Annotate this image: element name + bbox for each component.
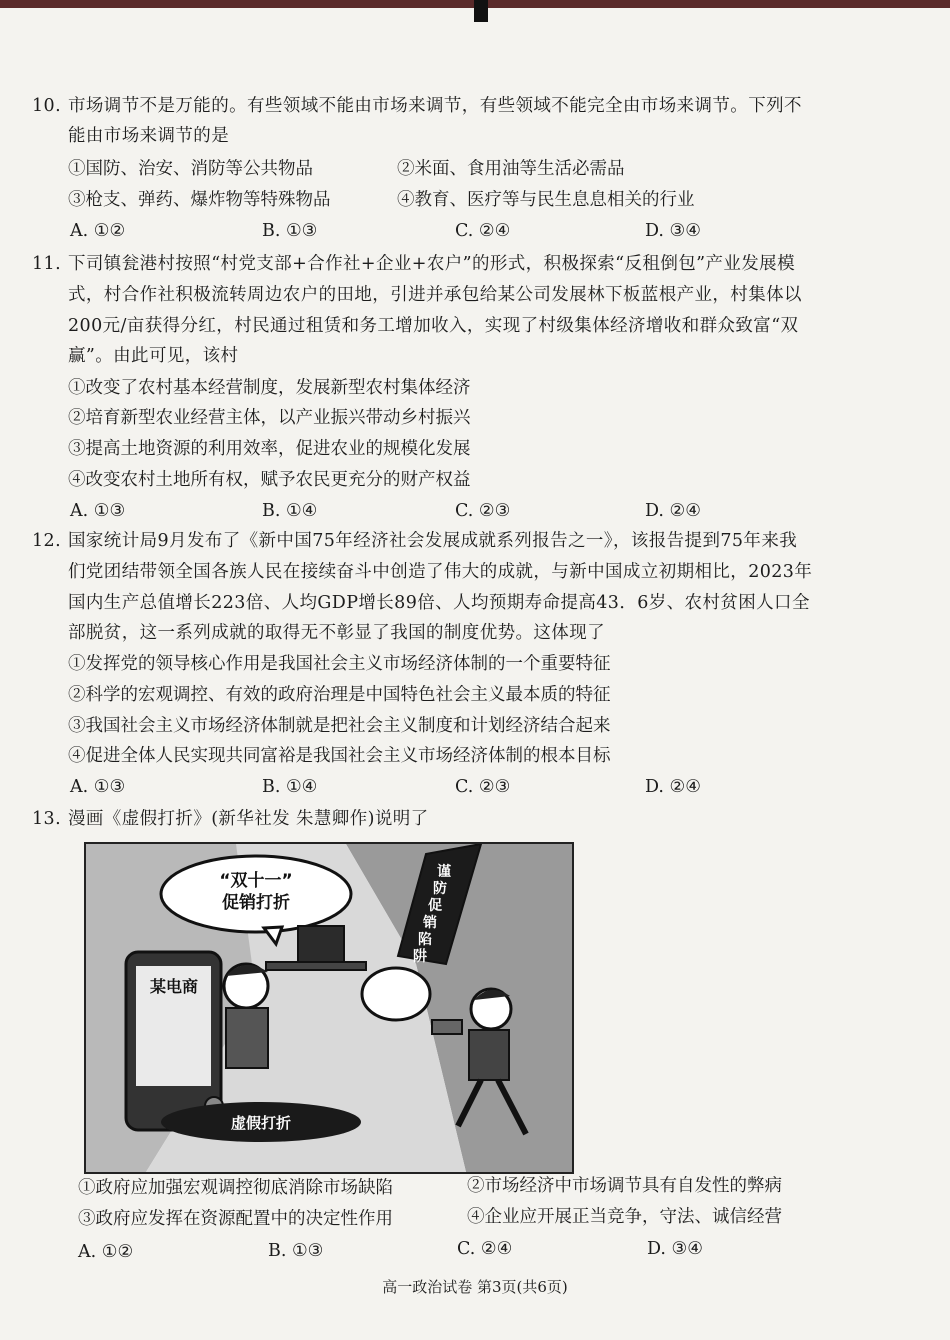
seller-body	[226, 1008, 268, 1068]
q10-option-c[interactable]: C. ②④	[455, 221, 511, 241]
q13-option-d[interactable]: D. ③④	[647, 1239, 703, 1259]
q11-option-c[interactable]: C. ②③	[455, 501, 511, 521]
q11-stem-line-2: 式，村合作社积极流转周边农户的田地，引进并承包给某公司发展林下板蓝根产业，村集体以	[68, 285, 802, 305]
grabbing-hand	[362, 968, 430, 1020]
q11-option-b[interactable]: B. ①④	[262, 501, 318, 521]
q10-option-a[interactable]: A. ①②	[70, 221, 126, 241]
cartoon-illustration	[86, 844, 572, 1172]
cartoon-caption: 虚假打折	[230, 1114, 292, 1132]
q10-option-b[interactable]: B. ①③	[262, 221, 318, 241]
q12-option-d[interactable]: D. ②④	[645, 777, 701, 797]
bubble-text-line-1: “双十一”	[219, 871, 293, 891]
q12-item-3: ③我国社会主义市场经济体制就是把社会主义制度和计划经济结合起来	[68, 716, 611, 736]
shop-label: 某电商	[149, 977, 199, 996]
customer-body	[469, 1030, 509, 1080]
top-registration-mark	[474, 0, 488, 22]
q10-item-2: ②米面、食用油等生活必需品	[397, 159, 625, 179]
sleeve-char-2: 防	[433, 881, 447, 897]
q11-item-3: ③提高土地资源的利用效率，促进农业的规模化发展	[68, 439, 471, 459]
q12-option-a[interactable]: A. ①③	[70, 777, 126, 797]
q12-stem-line-3: 国内生产总值增长223倍、人均GDP增长89倍、人均预期寿命提高43．6岁、农村贫困人口全	[68, 593, 810, 613]
sleeve-char-1: 谨	[437, 864, 451, 880]
customer-wallet	[432, 1020, 462, 1034]
q13-option-a[interactable]: A. ①②	[78, 1242, 134, 1262]
q13-item-4: ④企业应开展正当竞争，守法、诚信经营	[467, 1207, 782, 1227]
q12-item-1: ①发挥党的领导核心作用是我国社会主义市场经济体制的一个重要特征	[68, 654, 611, 674]
q12-stem-line-1: 12. 国家统计局9月发布了《新中国75年经济社会发展成就系列报告之一》，该报告提到75年来我	[32, 531, 798, 551]
q11-stem-line-1: 11. 下司镇瓮港村按照“村党支部+合作社+企业+农户”的形式，积极探索“反租倒包”产业发展模	[32, 254, 795, 274]
q10-number: 10.	[32, 96, 62, 116]
sleeve-char-6: 阱	[413, 949, 427, 965]
q12-stem-line-4: 部脱贫，这一系列成就的取得无不彰显了我国的制度优势。这体现了	[68, 623, 605, 643]
gift-box	[298, 926, 344, 962]
q12-option-c[interactable]: C. ②③	[455, 777, 511, 797]
bubble-text-line-2: 促销打折	[222, 893, 290, 913]
q10-stem-line-2: 能由市场来调节的是	[68, 126, 230, 146]
q10-stem-line-1: 10. 市场调节不是万能的。有些领域不能由市场来调节，有些领域不能完全由市场来调节。下列不	[32, 96, 802, 116]
q13-number: 13.	[32, 809, 62, 829]
sleeve-char-3: 促	[428, 898, 442, 914]
q12-number: 12.	[32, 531, 62, 551]
sleeve-char-5: 陷	[418, 932, 432, 948]
q12-stem-line-2: 们党团结带领全国各族人民在接续奋斗中创造了伟大的成就，与新中国成立初期相比，2023年	[68, 562, 813, 582]
q13-item-3: ③政府应发挥在资源配置中的决定性作用	[78, 1209, 393, 1229]
q10-item-4: ④教育、医疗等与民生息息相关的行业	[397, 190, 695, 210]
q11-option-a[interactable]: A. ①③	[70, 501, 126, 521]
q11-item-1: ①改变了农村基本经营制度，发展新型农村集体经济	[68, 378, 471, 398]
q11-option-d[interactable]: D. ②④	[645, 501, 701, 521]
q13-option-b[interactable]: B. ①③	[268, 1241, 324, 1261]
q12-item-2: ②科学的宏观调控、有效的政府治理是中国特色社会主义最本质的特征	[68, 685, 611, 705]
q10-item-1: ①国防、治安、消防等公共物品	[68, 159, 313, 179]
q11-number: 11.	[32, 254, 62, 274]
q13-item-1: ①政府应加强宏观调控彻底消除市场缺陷	[78, 1178, 393, 1198]
q10-item-3: ③枪支、弹药、爆炸物等特殊物品	[68, 190, 331, 210]
q11-item-4: ④改变农村土地所有权，赋予农民更充分的财产权益	[68, 470, 471, 490]
q13-item-2: ②市场经济中市场调节具有自发性的弊病	[467, 1176, 782, 1196]
cartoon-false-discount	[84, 842, 574, 1174]
page-footer: 高一政治试卷 第3页(共6页)	[382, 1278, 568, 1296]
q11-stem-line-4: 赢”。由此可见，该村	[68, 346, 239, 366]
serving-tray	[266, 962, 366, 970]
q10-option-d[interactable]: D. ③④	[645, 221, 701, 241]
q13-option-c[interactable]: C. ②④	[457, 1239, 513, 1259]
q11-stem-line-3: 200元/亩获得分红，村民通过租赁和务工增加收入，实现了村级集体经济增收和群众致富“双	[68, 316, 799, 336]
q11-item-2: ②培育新型农业经营主体，以产业振兴带动乡村振兴	[68, 408, 471, 428]
sleeve-char-4: 销	[423, 915, 437, 931]
q13-stem: 13. 漫画《虚假打折》(新华社发 朱慧卿作)说明了	[32, 809, 429, 829]
q12-item-4: ④促进全体人民实现共同富裕是我国社会主义市场经济体制的根本目标	[68, 746, 611, 766]
q12-option-b[interactable]: B. ①④	[262, 777, 318, 797]
